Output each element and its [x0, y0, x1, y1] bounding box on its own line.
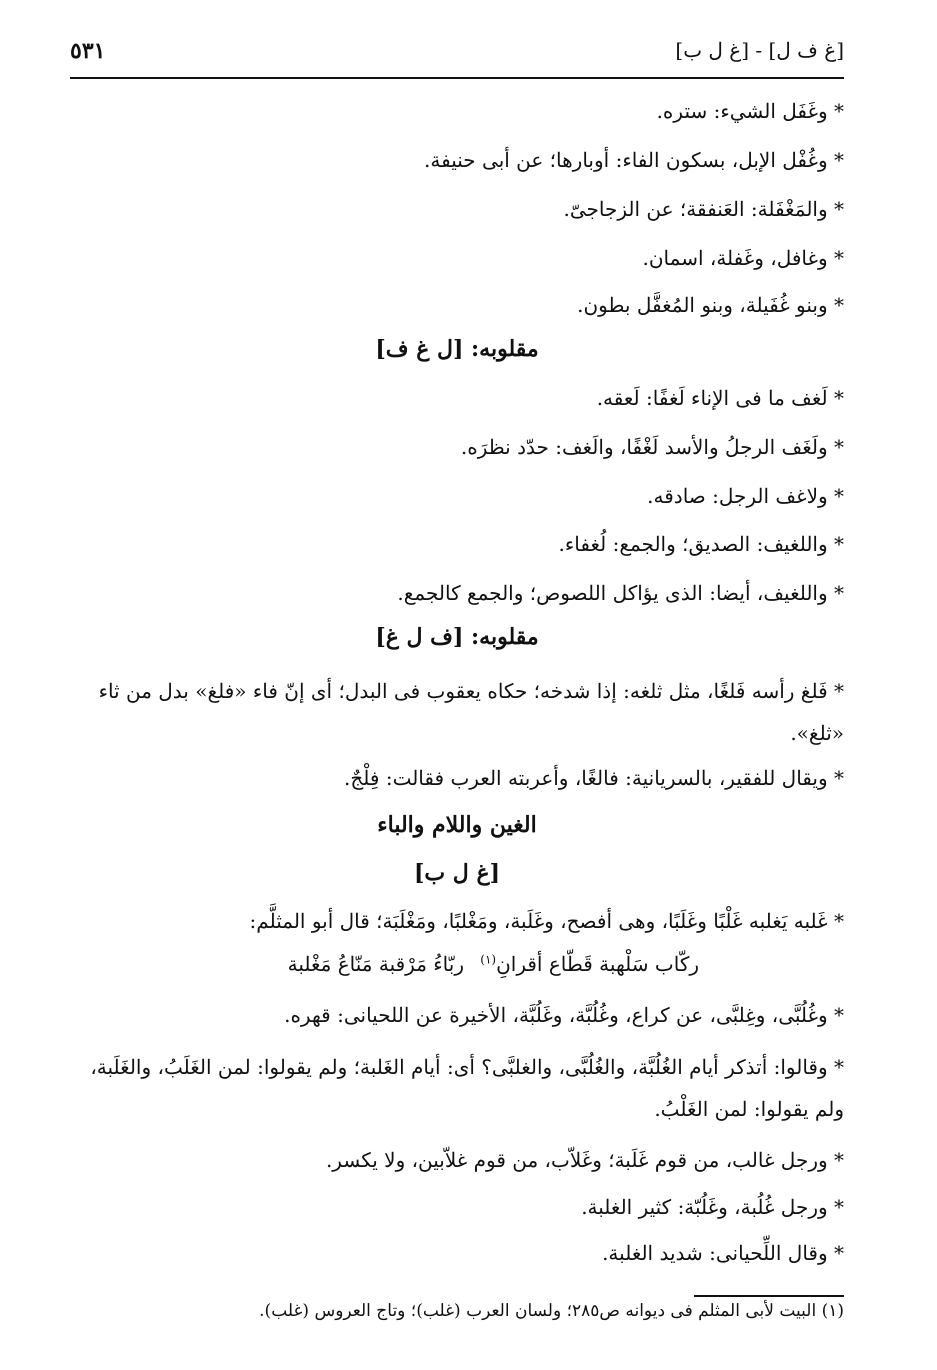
root-heading: [غ ل ب]	[414, 860, 500, 886]
page-number: ٥٣١	[70, 38, 106, 64]
entry-line: * وبنو غُفَيلة، وبنو المُغفَّل بطون.	[577, 293, 844, 317]
entry-line: * وغافل، وغَفلة، اسمان.	[642, 246, 844, 270]
entry-line: * وغَفَل الشيء: ستره.	[656, 99, 844, 123]
entry-line: * والمَغْفَلة: العَنفقة؛ عن الزجاجىّ.	[563, 197, 844, 221]
footnote-marker: (١)	[480, 952, 497, 967]
entry-line: * غَلبه يَغلبه غَلْبًا وغَلَبًا، وهى أفصح، وغَلَبة، ومَغْلبًا، ومَغْلَبَة؛ قال أبو المثلَّم:	[249, 909, 844, 933]
entry-paragraph: * فَلغ رأسه فَلغًا، مثل ثلغه: إذا شدخه؛ حكاه يعقوب فى البدل؛ أى إنّ فاء «فلغ» بدل من ثاء «ثلغ».	[98, 679, 844, 745]
header-rule	[70, 77, 844, 79]
entry-line: * وقال اللِّحيانى: شديد الغلبة.	[602, 1241, 844, 1265]
entry-line: * ورجل غالب، من قوم غَلَبة؛ وغَلاّب، من قوم غلاّبين، ولا يكسر.	[325, 1148, 844, 1172]
verse-hemistich-second: ركّاب سَلْهبة قَطّاع أقرانِ$^{(١)}$	[480, 952, 699, 976]
entry-line: * وغُفْل الإبل، بسكون الفاء: أوبارها؛ عن أبى حنيفة.	[424, 148, 844, 172]
root-group-heading: الغين واللام والباء	[377, 812, 537, 838]
entry-line: * ورجل غُلُبة، وغَلُبّة: كثير الغلبة.	[581, 1195, 844, 1219]
verse-hemistich-first: ربّاءُ مَرْقبة مَنّاعُ مَغْلبة	[287, 952, 464, 976]
entry-paragraph: * وقالوا: أتذكر أيام الغُلُبَّة، والغُلُبَّى، والغلبَّى؟ أى: أيام الغَلبة؛ ولم يقولوا: لمن الغَلَبُ، والغَلَبة، ولم يقولوا: لمن الغَلْبُ.	[90, 1055, 844, 1121]
footnote: (١) البيت لأبى المثلم فى ديوانه ص٢٨٥؛ ولسان العرب (غلب)؛ وتاج العروس (غلب).	[259, 1301, 844, 1321]
running-title: [غ ف ل] - [غ ل ب]	[675, 38, 844, 62]
section-heading: مقلوبه: [ل غ ف]	[375, 336, 539, 362]
entry-line: * ولَغَف الرجلُ والأسد لَغْفًا، والَغف: حدّد نظرَه.	[460, 435, 844, 459]
entry-line: * واللغيف: الصديق؛ والجمع: لُغفاء.	[558, 532, 844, 556]
section-heading: مقلوبه: [ف ل غ]	[375, 624, 539, 650]
entry-line: * لَغف ما فى الإناء لَغفًا: لَعقه.	[596, 386, 844, 410]
entry-line: * واللغيف، أيضا: الذى يؤاكل اللصوص؛ والجمع كالجمع.	[397, 581, 844, 605]
entry-line: * ويقال للفقير، بالسريانية: فالغًا، وأعربته العرب فقالت: فِلْجٌ.	[344, 766, 844, 790]
entry-line: * ولاغف الرجل: صادقه.	[647, 484, 844, 508]
footnote-rule	[694, 1295, 844, 1297]
entry-line: * وغُلُبَّى، وغِلبَّى، عن كراع، وغُلُبَّة، وغَلُبَّة، الأخيرة عن اللحيانى: قهره.	[284, 1003, 844, 1027]
page-header	[70, 34, 844, 74]
